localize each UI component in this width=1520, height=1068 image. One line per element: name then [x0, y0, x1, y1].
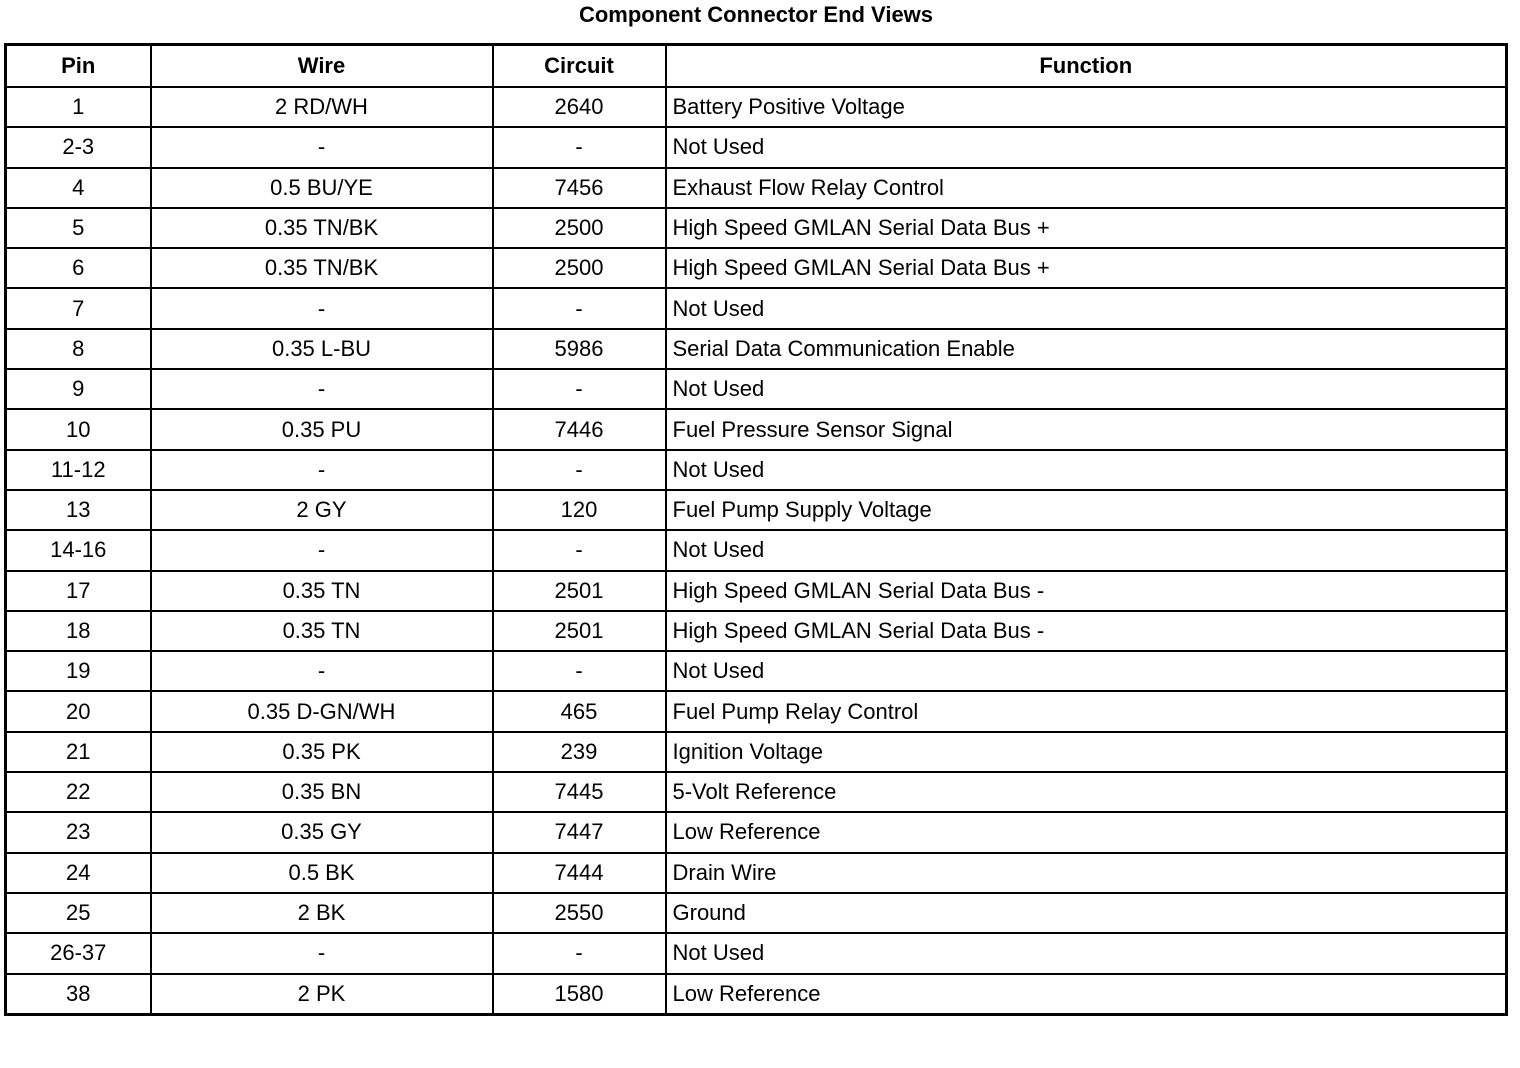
cell-function: Ignition Voltage [666, 732, 1507, 772]
cell-wire: - [151, 450, 493, 490]
cell-function: 5-Volt Reference [666, 772, 1507, 812]
cell-wire: 0.35 BN [151, 772, 493, 812]
table-row [6, 933, 1507, 973]
cell-pin: 38 [6, 974, 151, 1015]
cell-wire: 0.35 L-BU [151, 329, 493, 369]
cell-pin: 23 [6, 812, 151, 852]
table-row [6, 974, 1507, 1015]
table-row [6, 369, 1507, 409]
cell-function: Battery Positive Voltage [666, 87, 1507, 127]
cell-circuit: 120 [493, 490, 666, 530]
cell-pin: 24 [6, 853, 151, 893]
cell-function: Drain Wire [666, 853, 1507, 893]
table-row [6, 530, 1507, 570]
cell-pin: 14-16 [6, 530, 151, 570]
cell-function: Not Used [666, 288, 1507, 328]
cell-wire: - [151, 127, 493, 167]
cell-circuit: 5986 [493, 329, 666, 369]
column-header-circuit: Circuit [493, 45, 666, 88]
cell-pin: 20 [6, 691, 151, 731]
cell-wire: 2 PK [151, 974, 493, 1015]
cell-pin: 4 [6, 168, 151, 208]
cell-wire: 0.35 PU [151, 409, 493, 449]
cell-circuit: 2500 [493, 208, 666, 248]
cell-pin: 26-37 [6, 933, 151, 973]
cell-wire: 2 BK [151, 893, 493, 933]
cell-pin: 17 [6, 571, 151, 611]
table-row [6, 490, 1507, 530]
cell-function: Not Used [666, 127, 1507, 167]
cell-wire: - [151, 933, 493, 973]
cell-circuit: 2501 [493, 571, 666, 611]
cell-function: Serial Data Communication Enable [666, 329, 1507, 369]
cell-wire: 0.5 BK [151, 853, 493, 893]
cell-wire: 0.5 BU/YE [151, 168, 493, 208]
cell-circuit: 1580 [493, 974, 666, 1015]
cell-wire: 2 RD/WH [151, 87, 493, 127]
table-row [6, 168, 1507, 208]
cell-circuit: - [493, 530, 666, 570]
cell-function: Not Used [666, 651, 1507, 691]
cell-circuit: 7456 [493, 168, 666, 208]
table-row [6, 732, 1507, 772]
table-row [6, 853, 1507, 893]
cell-wire: - [151, 651, 493, 691]
cell-pin: 25 [6, 893, 151, 933]
header-row [6, 45, 1507, 88]
cell-function: Not Used [666, 933, 1507, 973]
cell-function: Exhaust Flow Relay Control [666, 168, 1507, 208]
cell-circuit: 465 [493, 691, 666, 731]
cell-pin: 18 [6, 611, 151, 651]
cell-pin: 1 [6, 87, 151, 127]
column-header-function: Function [666, 45, 1507, 88]
table-row [6, 571, 1507, 611]
cell-wire: - [151, 288, 493, 328]
cell-function: Fuel Pump Relay Control [666, 691, 1507, 731]
cell-pin: 6 [6, 248, 151, 288]
cell-pin: 9 [6, 369, 151, 409]
cell-function: High Speed GMLAN Serial Data Bus + [666, 248, 1507, 288]
connector-table [4, 43, 1508, 1016]
cell-circuit: - [493, 450, 666, 490]
cell-function: Ground [666, 893, 1507, 933]
cell-circuit: 2640 [493, 87, 666, 127]
cell-function: Not Used [666, 369, 1507, 409]
cell-wire: 0.35 D-GN/WH [151, 691, 493, 731]
column-header-wire: Wire [151, 45, 493, 88]
table-row [6, 450, 1507, 490]
cell-circuit: 239 [493, 732, 666, 772]
table-row [6, 288, 1507, 328]
cell-wire: 0.35 TN [151, 571, 493, 611]
table-row [6, 127, 1507, 167]
cell-circuit: - [493, 933, 666, 973]
cell-wire: 0.35 TN/BK [151, 248, 493, 288]
column-header-pin: Pin [6, 45, 151, 88]
cell-circuit: 2501 [493, 611, 666, 651]
cell-function: High Speed GMLAN Serial Data Bus - [666, 611, 1507, 651]
table-row [6, 691, 1507, 731]
cell-pin: 7 [6, 288, 151, 328]
cell-circuit: - [493, 127, 666, 167]
table-row [6, 812, 1507, 852]
table-row [6, 893, 1507, 933]
cell-function: Fuel Pressure Sensor Signal [666, 409, 1507, 449]
table-row [6, 329, 1507, 369]
cell-wire: 2 GY [151, 490, 493, 530]
table-row [6, 611, 1507, 651]
table-row [6, 87, 1507, 127]
cell-pin: 5 [6, 208, 151, 248]
cell-pin: 19 [6, 651, 151, 691]
cell-circuit: 7444 [493, 853, 666, 893]
cell-wire: 0.35 PK [151, 732, 493, 772]
cell-pin: 2-3 [6, 127, 151, 167]
cell-circuit: 2550 [493, 893, 666, 933]
cell-pin: 21 [6, 732, 151, 772]
cell-pin: 22 [6, 772, 151, 812]
table-row [6, 409, 1507, 449]
cell-function: Low Reference [666, 974, 1507, 1015]
cell-circuit: 7447 [493, 812, 666, 852]
cell-pin: 8 [6, 329, 151, 369]
cell-circuit: - [493, 288, 666, 328]
cell-pin: 11-12 [6, 450, 151, 490]
page-title: Component Connector End Views [578, 2, 934, 27]
cell-function: Not Used [666, 530, 1507, 570]
cell-wire: 0.35 TN/BK [151, 208, 493, 248]
cell-pin: 10 [6, 409, 151, 449]
cell-function: Fuel Pump Supply Voltage [666, 490, 1507, 530]
cell-pin: 13 [6, 490, 151, 530]
cell-circuit: 7446 [493, 409, 666, 449]
cell-circuit: 7445 [493, 772, 666, 812]
cell-wire: 0.35 GY [151, 812, 493, 852]
cell-function: Low Reference [666, 812, 1507, 852]
cell-wire: - [151, 530, 493, 570]
table-row [6, 248, 1507, 288]
cell-function: High Speed GMLAN Serial Data Bus - [666, 571, 1507, 611]
table-row [6, 651, 1507, 691]
table-row [6, 772, 1507, 812]
cell-circuit: 2500 [493, 248, 666, 288]
cell-circuit: - [493, 651, 666, 691]
cell-wire: 0.35 TN [151, 611, 493, 651]
cell-circuit: - [493, 369, 666, 409]
cell-function: Not Used [666, 450, 1507, 490]
cell-wire: - [151, 369, 493, 409]
table-row [6, 208, 1507, 248]
cell-function: High Speed GMLAN Serial Data Bus + [666, 208, 1507, 248]
